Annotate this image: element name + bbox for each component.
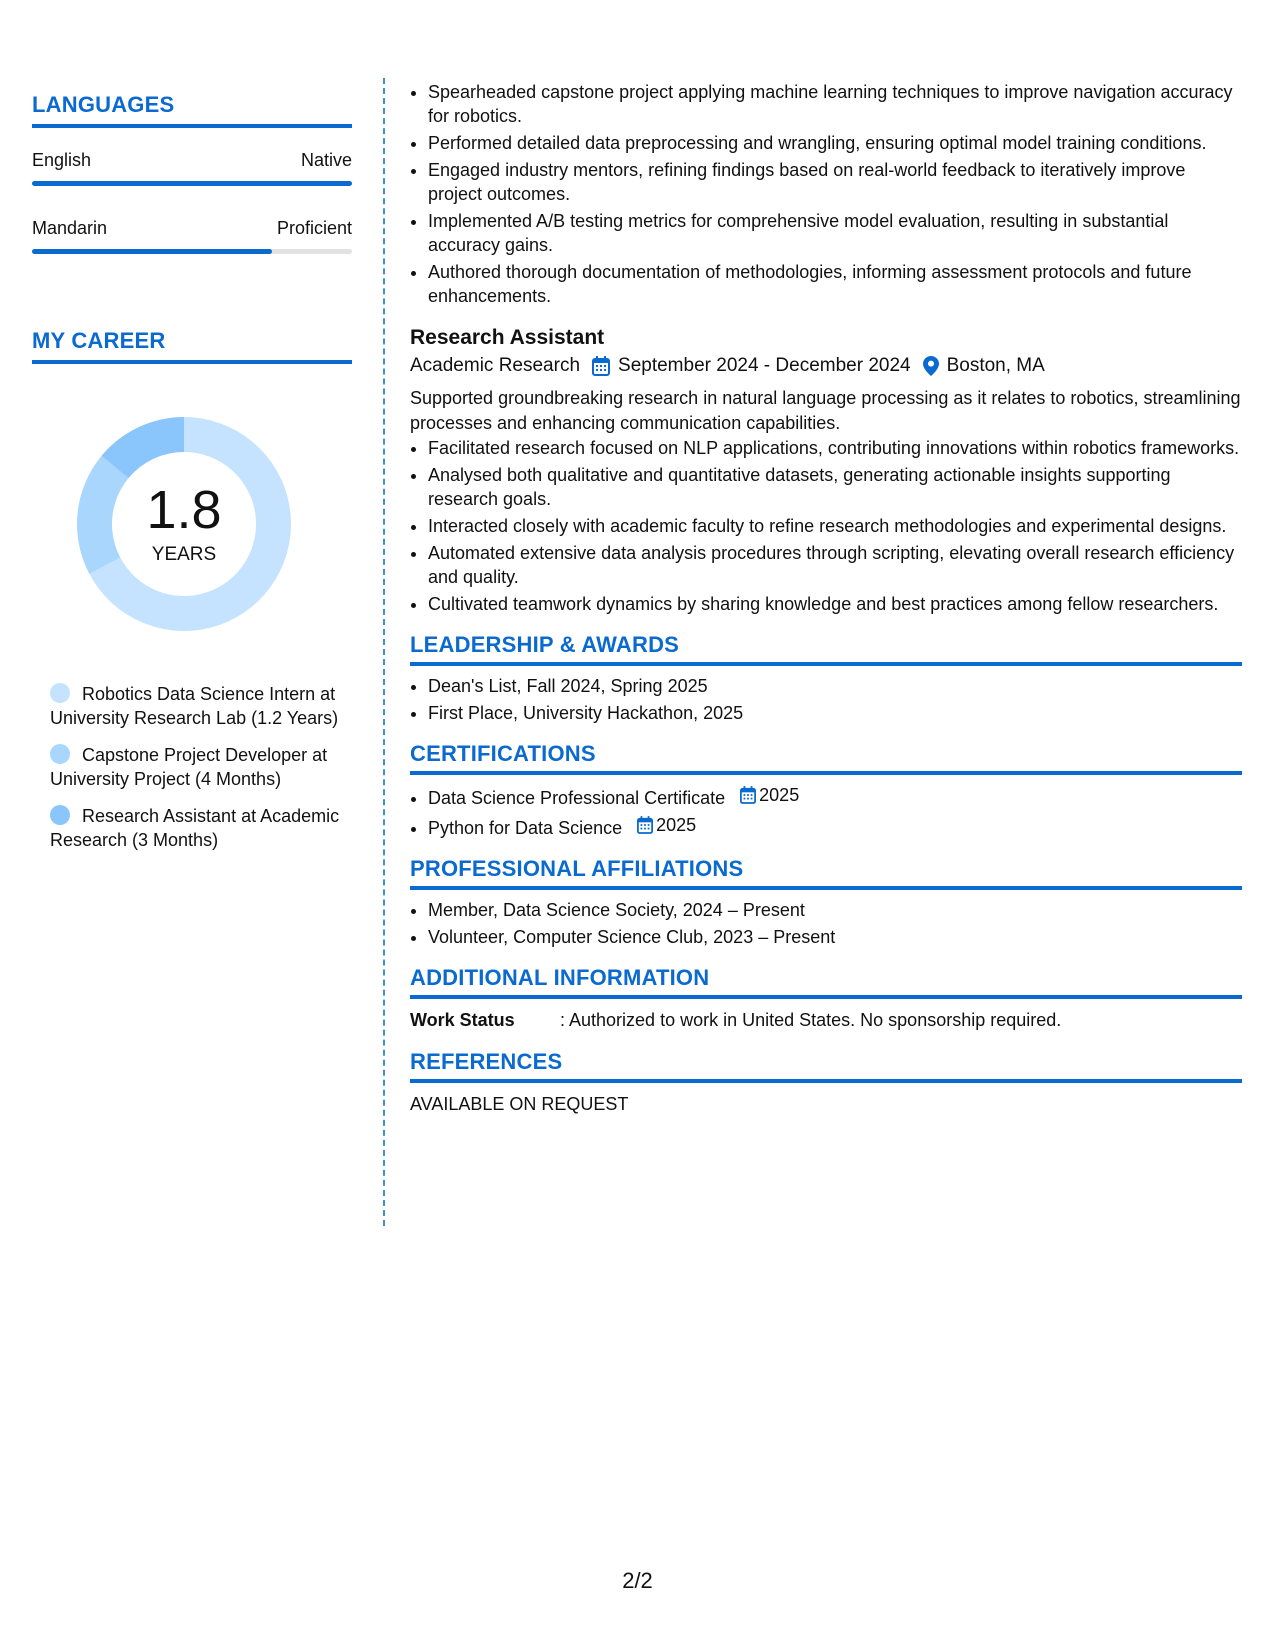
list-item: • Interacted closely with academic faculty to refine research methodologies and experimental designs. xyxy=(428,514,1242,538)
language-bar xyxy=(32,249,352,254)
list-item: • Facilitated research focused on NLP applications, contributing innovations within robotics frameworks. xyxy=(428,436,1242,460)
certification-name: Python for Data Science xyxy=(428,818,623,838)
list-item: • Implemented A/B testing metrics for comprehensive model evaluation, resulting in substantial accuracy gains. xyxy=(428,209,1242,257)
project-bullets xyxy=(410,80,1242,308)
additional-info-section xyxy=(410,965,1242,1033)
certification-year: 2025 xyxy=(759,785,800,805)
column-divider xyxy=(383,78,385,1226)
career-legend xyxy=(50,682,340,852)
leadership-section xyxy=(410,632,1242,725)
work-status-value: : Authorized to work in United States. No sponsorship required. xyxy=(560,1010,1062,1030)
job-title: Research Assistant xyxy=(410,326,605,349)
page-number: 2/2 xyxy=(622,1568,653,1593)
list-item: • Performed detailed data preprocessing and wrangling, ensuring optimal model training conditions. xyxy=(428,131,1242,155)
list-item: • Member, Data Science Society, 2024 – Present xyxy=(428,898,1242,922)
language-name: Mandarin xyxy=(32,218,108,238)
language-name: English xyxy=(32,150,92,170)
right-column xyxy=(410,80,1242,1117)
list-item: • Dean's List, Fall 2024, Spring 2025 xyxy=(428,674,1242,698)
references-section xyxy=(410,1049,1242,1117)
legend-label: Research Assistant at Academic Research (3 Months) xyxy=(50,806,340,850)
language-bar-fill xyxy=(32,249,272,254)
certification-year: 2025 xyxy=(656,815,697,835)
job-location: Boston, MA xyxy=(946,355,1045,376)
legend-dot xyxy=(50,683,70,703)
career-heading: MY CAREER xyxy=(32,328,352,364)
references-text: AVAILABLE ON REQUEST xyxy=(410,1094,629,1114)
list-item: • Engaged industry mentors, refining findings based on real-world feedback to iteratively improve project outcomes. xyxy=(428,158,1242,206)
language-level: Native xyxy=(300,150,352,170)
calendar-icon xyxy=(592,356,610,376)
certification-item xyxy=(428,783,1242,810)
certifications-section xyxy=(410,741,1242,840)
certifications-heading: CERTIFICATIONS xyxy=(410,741,1242,775)
language-bar xyxy=(32,181,352,186)
legend-item xyxy=(50,804,340,852)
certification-name: Data Science Professional Certificate xyxy=(428,788,726,808)
legend-dot xyxy=(50,805,70,825)
certification-item xyxy=(428,813,1242,840)
affiliations-section xyxy=(410,856,1242,949)
list-item: • First Place, University Hackathon, 2025 xyxy=(428,701,1242,725)
calendar-icon xyxy=(637,816,653,834)
location-pin-icon xyxy=(923,356,939,376)
job-bullets xyxy=(410,436,1242,616)
list-item: • Volunteer, Computer Science Club, 2023 – Present xyxy=(428,925,1242,949)
job-summary: Supported groundbreaking research in natural language processing as it relates to robotics, streamlining processes and enhancing communication capabilities. xyxy=(410,388,1241,433)
job-company: Academic Research xyxy=(410,355,581,376)
list-item: • Automated extensive data analysis procedures through scripting, elevating overall research efficiency and quality. xyxy=(428,541,1242,589)
additional-info-heading: ADDITIONAL INFORMATION xyxy=(410,965,1242,999)
list-item: • Authored thorough documentation of methodologies, informing assessment protocols and future enhancements. xyxy=(428,260,1242,308)
legend-item xyxy=(50,682,340,730)
legend-label: Capstone Project Developer at University Project (4 Months) xyxy=(50,745,328,789)
language-item xyxy=(32,150,352,186)
leadership-heading: LEADERSHIP & AWARDS xyxy=(410,632,1242,666)
references-heading: REFERENCES xyxy=(410,1049,1242,1083)
affiliations-heading: PROFESSIONAL AFFILIATIONS xyxy=(410,856,1242,890)
legend-label: Robotics Data Science Intern at University Research Lab (1.2 Years) xyxy=(50,684,339,728)
list-item: • Spearheaded capstone project applying machine learning techniques to improve navigation accuracy for robotics. xyxy=(428,80,1242,128)
calendar-icon xyxy=(740,786,756,804)
legend-item xyxy=(50,743,340,791)
language-level: Proficient xyxy=(276,218,352,238)
left-column xyxy=(32,92,352,865)
job-meta xyxy=(410,352,1242,380)
career-donut-chart xyxy=(64,404,304,644)
language-bar-fill xyxy=(32,181,352,186)
legend-dot xyxy=(50,744,70,764)
languages-heading: LANGUAGES xyxy=(32,92,352,128)
work-status-label: Work Status xyxy=(410,1010,515,1030)
career-years-value: 1.8 xyxy=(146,480,222,540)
list-item: • Cultivated teamwork dynamics by sharing knowledge and best practices among fellow researchers. xyxy=(428,592,1242,616)
career-years-unit: YEARS xyxy=(151,544,217,565)
language-item xyxy=(32,218,352,254)
job-dates: September 2024 - December 2024 xyxy=(618,355,911,376)
list-item: • Analysed both qualitative and quantitative datasets, generating actionable insights supporting research goals. xyxy=(428,463,1242,511)
